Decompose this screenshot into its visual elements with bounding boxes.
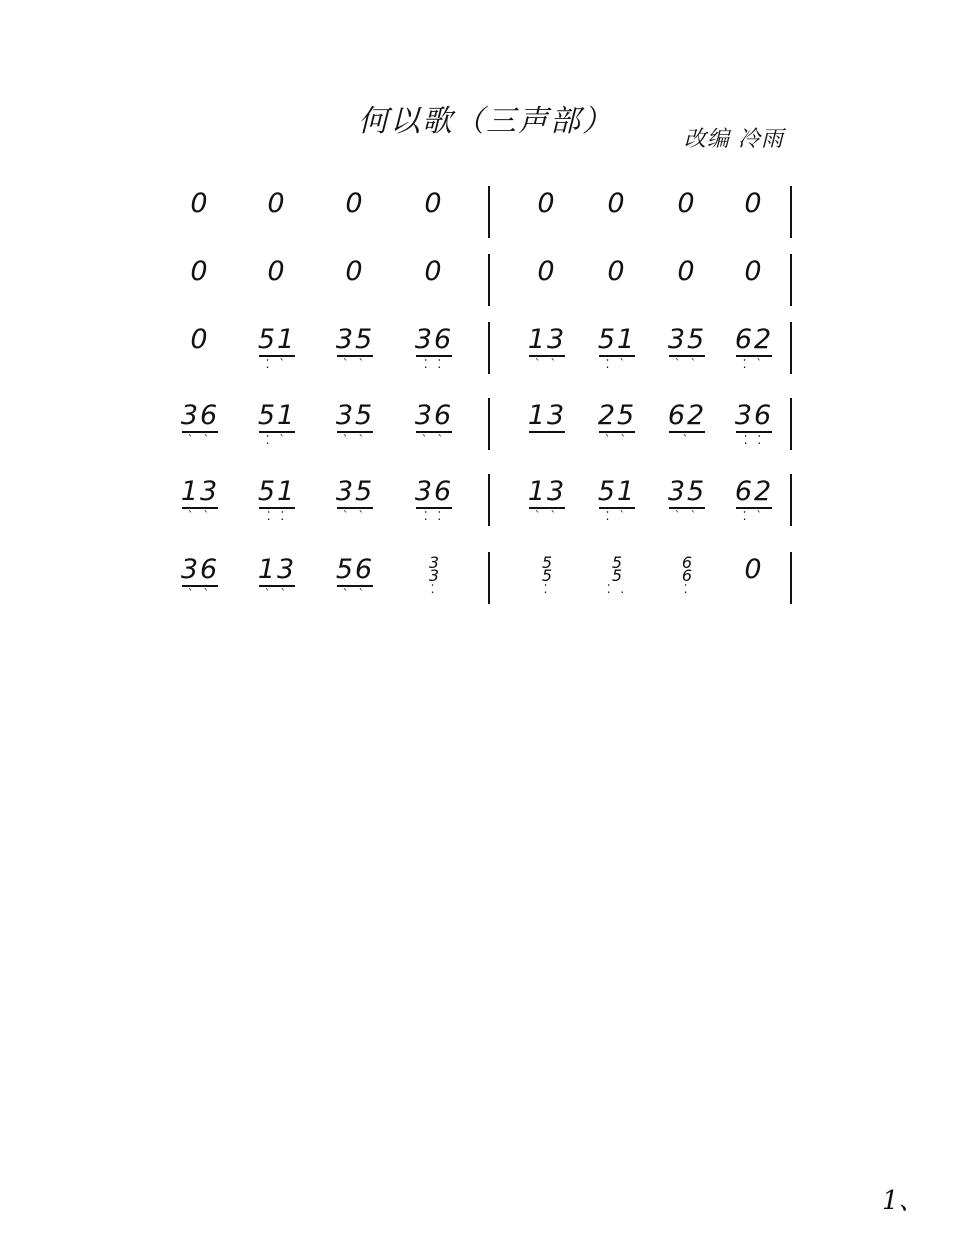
note-group — [517, 258, 577, 302]
score-row — [0, 322, 972, 382]
note-digits: 51 — [257, 400, 297, 431]
note-group — [404, 258, 464, 302]
note-digits: 35 — [335, 324, 375, 355]
octave-dots: ˋ ˋ — [342, 509, 368, 523]
note-digits: 51 — [597, 324, 637, 355]
note-group — [587, 326, 647, 373]
octave-dots: ˋ ˋ — [674, 509, 700, 523]
octave-dots: ⁚ — [683, 582, 691, 596]
note-group — [325, 478, 385, 525]
octave-dots: ⁚ ⁚ — [743, 433, 765, 447]
note-group — [247, 190, 307, 234]
score-row — [0, 398, 972, 458]
note-digits: 0 — [424, 256, 444, 287]
note-digits: 13 — [527, 324, 567, 355]
note-digits: 5 5 — [611, 553, 623, 585]
note-group — [724, 478, 784, 525]
octave-dots — [517, 286, 577, 302]
note-group — [325, 190, 385, 234]
note-digits: 0 — [424, 188, 444, 219]
note-group — [404, 326, 464, 373]
octave-dots: ⁚ ˋ — [742, 509, 766, 523]
note-group — [247, 326, 307, 373]
note-group — [587, 553, 647, 598]
barline — [790, 474, 792, 526]
octave-dots: ˋ ˋ — [187, 433, 213, 447]
score-row — [0, 254, 972, 314]
note-group — [170, 258, 230, 302]
note-group — [517, 190, 577, 234]
note-digits: 35 — [667, 324, 707, 355]
octave-dots: ⁚ ˋ — [605, 357, 629, 371]
note-group — [587, 258, 647, 302]
octave-dots — [247, 286, 307, 302]
octave-dots: ˋ — [682, 433, 692, 447]
note-digits: 36 — [180, 400, 220, 431]
note-digits: 36 — [180, 554, 220, 585]
octave-dots — [724, 218, 784, 234]
octave-dots: ˋ ˋ — [342, 587, 368, 601]
octave-dots: ˋ ˋ — [534, 357, 560, 371]
note-group — [247, 556, 307, 603]
note-group — [404, 478, 464, 525]
octave-dots — [404, 218, 464, 234]
note-digits: 0 — [677, 256, 697, 287]
page-number: 1、 — [882, 1186, 925, 1216]
note-digits: 0 — [345, 256, 365, 287]
barline — [488, 254, 490, 306]
score-row — [0, 552, 972, 612]
barline — [790, 398, 792, 450]
note-group — [657, 190, 717, 234]
barline — [790, 552, 792, 604]
note-digits: 56 — [335, 554, 375, 585]
barline — [790, 322, 792, 374]
octave-dots: ⁚ — [543, 582, 551, 596]
note-digits: 36 — [414, 476, 454, 507]
octave-dots — [325, 286, 385, 302]
octave-dots — [724, 584, 784, 600]
octave-dots — [517, 218, 577, 234]
octave-dots: ⁚ ˋ — [265, 433, 289, 447]
note-digits: 35 — [667, 476, 707, 507]
note-group — [587, 402, 647, 449]
octave-dots: ˋ ˋ — [342, 433, 368, 447]
note-group — [325, 326, 385, 373]
octave-dots — [247, 218, 307, 234]
note-group — [170, 326, 230, 370]
note-group — [325, 258, 385, 302]
note-digits: 35 — [335, 476, 375, 507]
note-digits: 0 — [345, 188, 365, 219]
octave-dots — [170, 286, 230, 302]
octave-dots: ⁚ ˋ — [742, 357, 766, 371]
note-digits: 25 — [597, 400, 637, 431]
note-group — [404, 402, 464, 449]
octave-dots — [587, 218, 647, 234]
octave-dots: ⁚ — [430, 582, 438, 596]
note-group — [657, 326, 717, 373]
note-group — [247, 258, 307, 302]
note-group — [247, 478, 307, 525]
barline — [488, 474, 490, 526]
note-digits: 0 — [744, 188, 764, 219]
octave-dots: ˋ ˋ — [264, 587, 290, 601]
note-group — [657, 553, 717, 598]
octave-dots: ˋ ˋ — [534, 509, 560, 523]
note-group — [170, 478, 230, 525]
note-digits: 13 — [180, 476, 220, 507]
octave-dots: ⁚ . — [606, 582, 628, 596]
octave-dots — [657, 218, 717, 234]
octave-dots — [404, 286, 464, 302]
note-group — [404, 190, 464, 234]
note-group — [170, 556, 230, 603]
note-group — [587, 478, 647, 525]
note-digits: 0 — [190, 324, 210, 355]
note-group — [247, 402, 307, 449]
note-digits: 36 — [414, 400, 454, 431]
note-digits: 62 — [667, 400, 707, 431]
note-digits: 35 — [335, 400, 375, 431]
note-digits: 13 — [527, 476, 567, 507]
octave-dots — [517, 433, 577, 449]
barline — [488, 398, 490, 450]
note-group — [724, 402, 784, 449]
note-digits: 36 — [734, 400, 774, 431]
note-digits: 6 6 — [681, 553, 693, 585]
octave-dots: ˋ ˋ — [342, 357, 368, 371]
octave-dots — [170, 218, 230, 234]
note-digits: 51 — [257, 476, 297, 507]
octave-dots: ˋ ˋ — [674, 357, 700, 371]
score-row — [0, 474, 972, 534]
barline — [488, 552, 490, 604]
note-digits: 0 — [267, 256, 287, 287]
note-digits: 0 — [537, 256, 557, 287]
barline — [790, 254, 792, 306]
note-digits: 0 — [607, 256, 627, 287]
note-group — [657, 402, 717, 449]
note-group — [587, 190, 647, 234]
barline — [488, 322, 490, 374]
barline — [488, 186, 490, 238]
note-digits: 0 — [537, 188, 557, 219]
octave-dots: ⁚ ˋ — [265, 357, 289, 371]
note-group — [657, 258, 717, 302]
note-digits: 0 — [267, 188, 287, 219]
page-title: 何以歌（三声部） — [358, 104, 614, 139]
note-digits: 0 — [190, 256, 210, 287]
octave-dots — [325, 218, 385, 234]
note-digits: 51 — [257, 324, 297, 355]
octave-dots: ˋ ˋ — [604, 433, 630, 447]
octave-dots: ⁚ ⁚ — [423, 357, 445, 371]
note-digits: 0 — [744, 554, 764, 585]
octave-dots — [724, 286, 784, 302]
note-group — [170, 190, 230, 234]
note-digits: 0 — [744, 256, 764, 287]
octave-dots — [587, 286, 647, 302]
octave-dots: ˋ ˋ — [187, 587, 213, 601]
octave-dots — [657, 286, 717, 302]
note-group — [517, 553, 577, 598]
note-digits: 13 — [527, 400, 567, 431]
note-group — [724, 258, 784, 302]
note-group — [517, 402, 577, 449]
note-group — [724, 190, 784, 234]
note-digits: 3 3 — [428, 553, 440, 585]
note-group — [170, 402, 230, 449]
octave-dots: ⁚ ˋ — [605, 509, 629, 523]
note-digits: 62 — [734, 476, 774, 507]
octave-dots — [170, 354, 230, 370]
note-group — [325, 556, 385, 603]
note-digits: 62 — [734, 324, 774, 355]
barline — [790, 186, 792, 238]
note-digits: 0 — [607, 188, 627, 219]
note-digits: 0 — [190, 188, 210, 219]
octave-dots: ˋ ˋ — [187, 509, 213, 523]
note-digits: 36 — [414, 324, 454, 355]
arranger-credit: 改编 冷雨 — [684, 127, 784, 152]
note-digits: 5 5 — [541, 553, 553, 585]
note-group — [404, 553, 464, 598]
note-group — [517, 478, 577, 525]
score-row — [0, 186, 972, 246]
octave-dots: ⁚ ⁚ — [423, 509, 445, 523]
note-group — [724, 326, 784, 373]
note-group — [325, 402, 385, 449]
note-group — [657, 478, 717, 525]
octave-dots: ˋ ˋ — [421, 433, 447, 447]
note-group — [724, 556, 784, 600]
octave-dots: ⁚ ⁚ — [266, 509, 288, 523]
note-digits: 51 — [597, 476, 637, 507]
note-group — [517, 326, 577, 373]
note-digits: 0 — [677, 188, 697, 219]
note-digits: 13 — [257, 554, 297, 585]
